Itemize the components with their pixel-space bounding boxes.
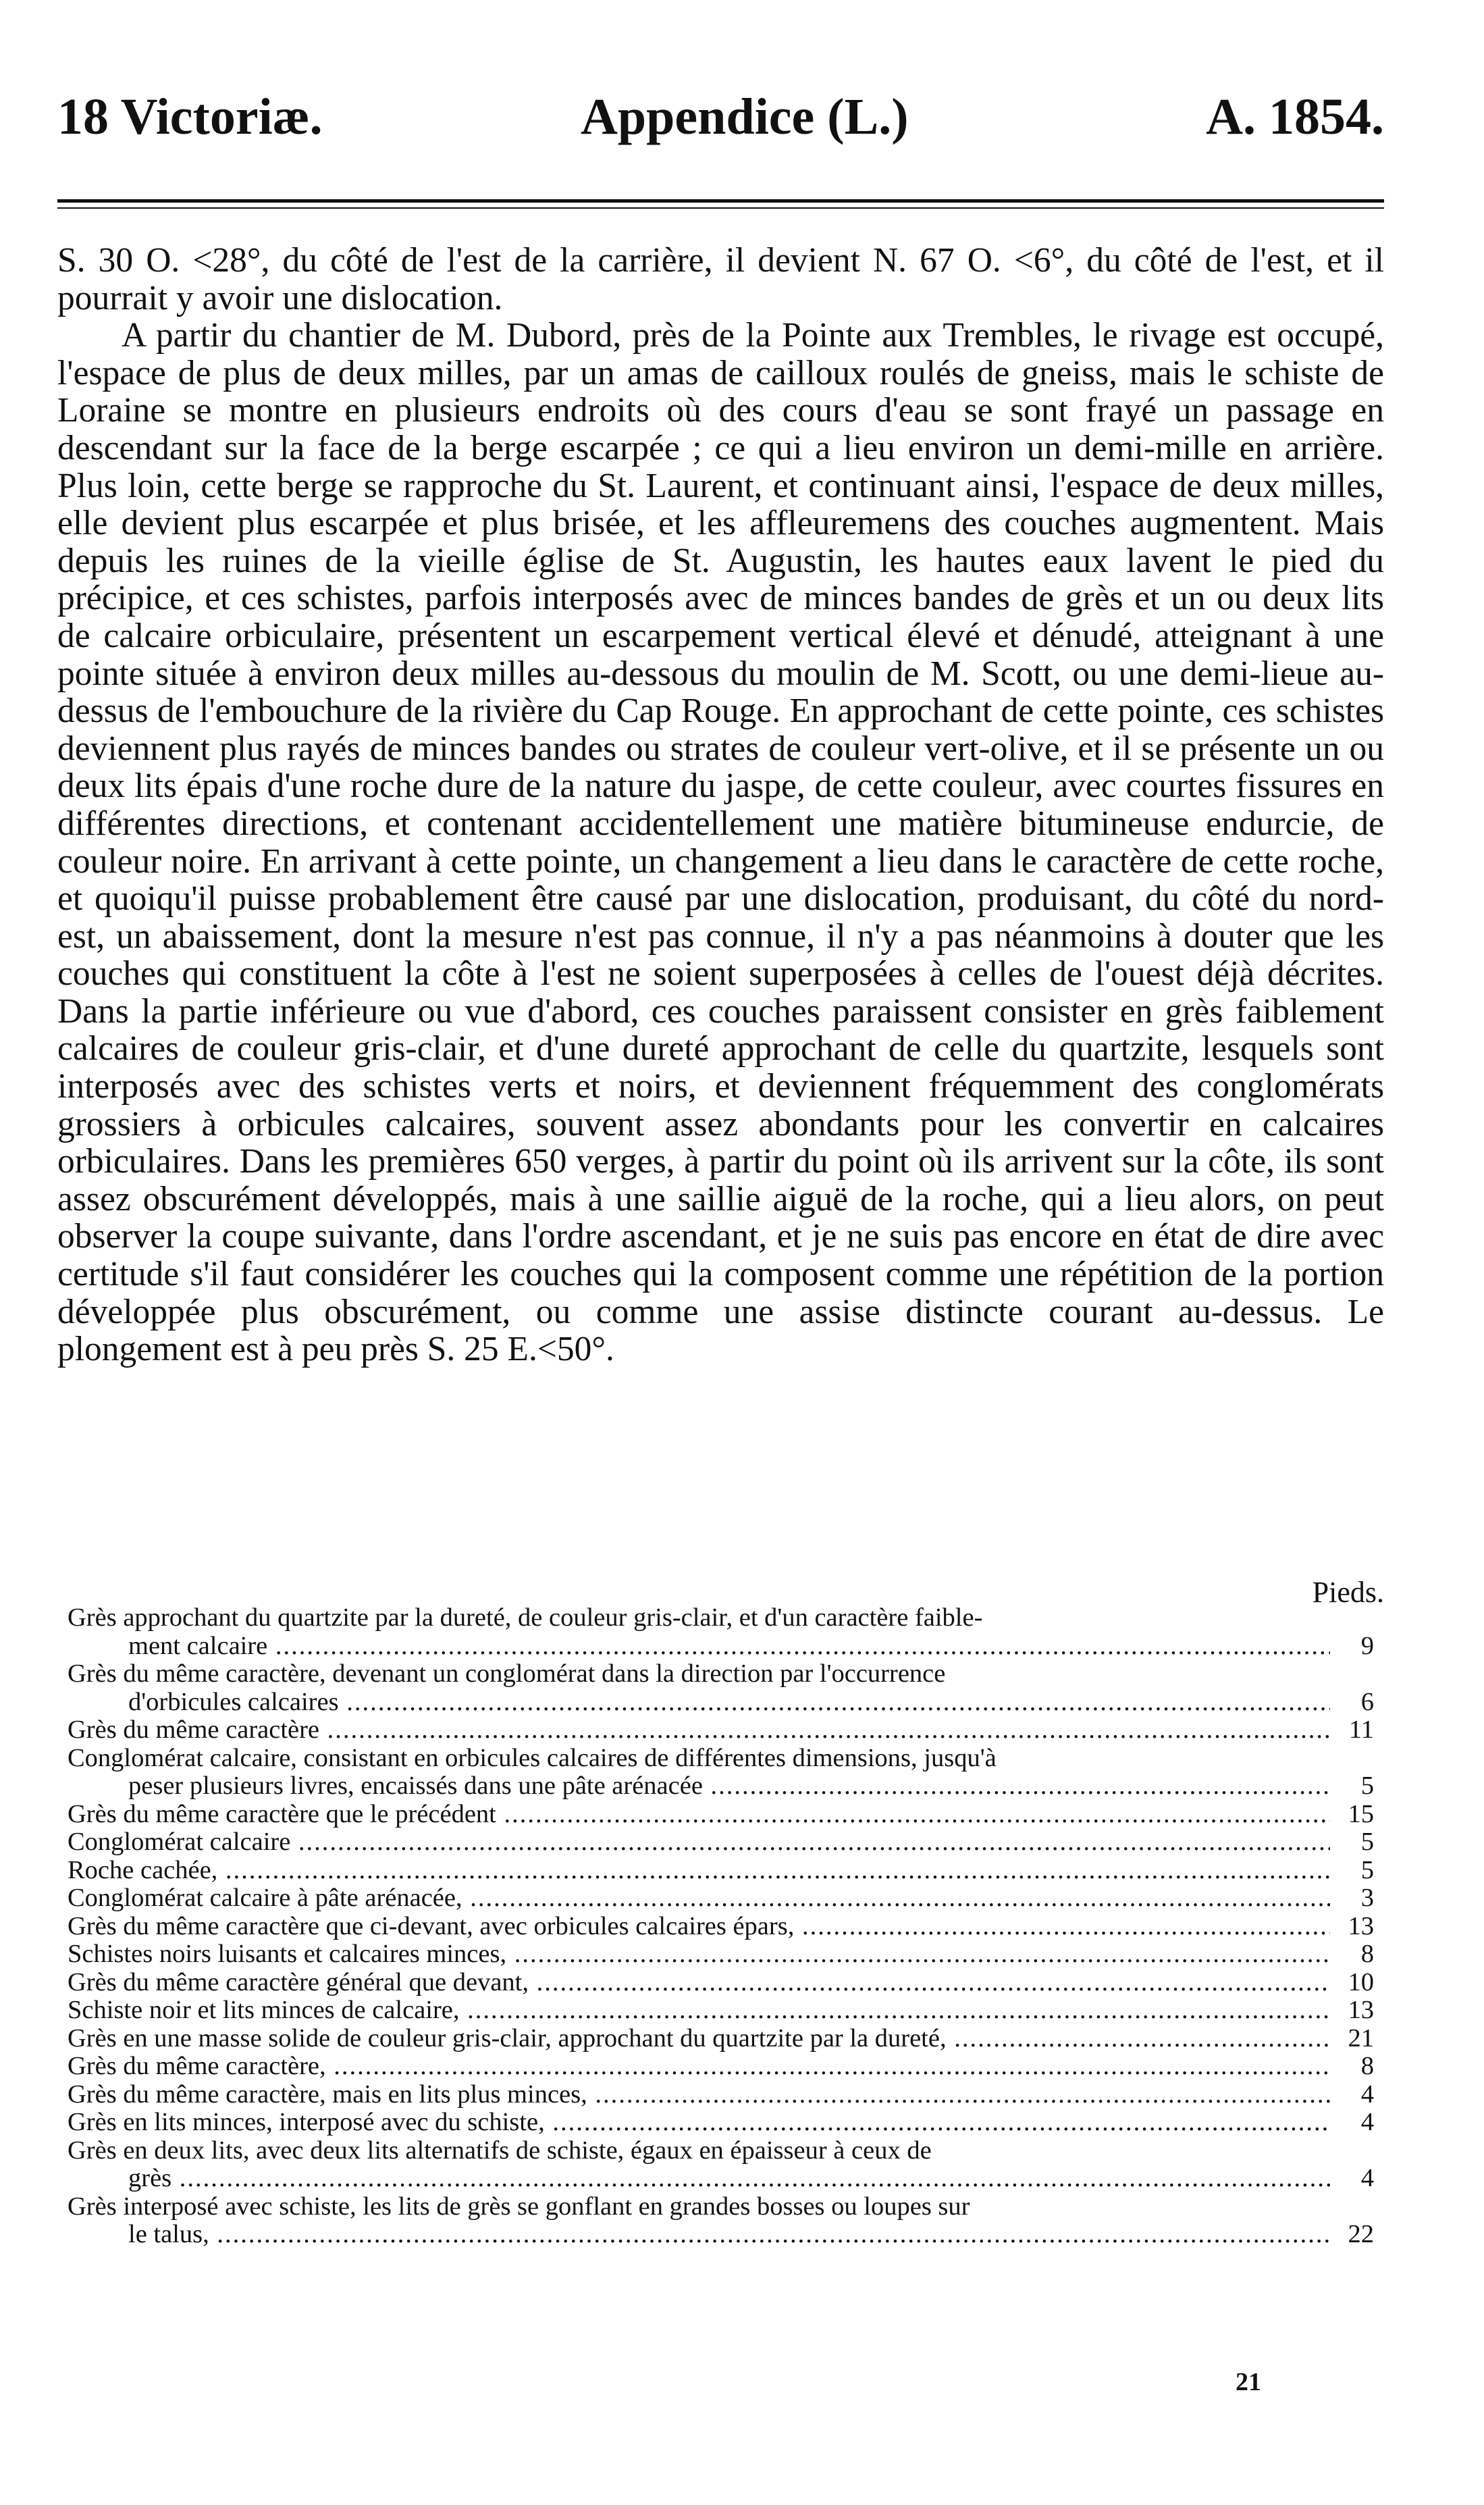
- stratum-thickness: 11: [1348, 1715, 1374, 1744]
- stratum-thickness: 10: [1348, 1967, 1374, 1996]
- stratum-description-leader: [68, 2025, 1330, 2053]
- table-row: [68, 1884, 1374, 1913]
- table-row: [68, 2025, 1374, 2053]
- stratum-description-text: Conglomérat calcaire .....: [68, 1828, 1330, 1856]
- stratum-description-text: Schistes noirs luisants et calcaires minces, .....: [68, 1940, 1330, 1968]
- stratum-description-leader: [68, 2052, 1330, 2081]
- stratum-description-leader: [68, 1913, 1330, 1941]
- stratum-description-leader: [68, 1772, 1330, 1801]
- stratum-description-text: Grès du même caractère, mais en lits plus minces, .....: [68, 2081, 1330, 2109]
- stratum-description: [68, 2052, 1330, 2081]
- stratum-description: [68, 1801, 1330, 1829]
- stratum-thickness: 9: [1360, 1631, 1374, 1660]
- stratum-description: [68, 2109, 1330, 2137]
- table-row: [68, 1828, 1374, 1857]
- table-row: [68, 1660, 1374, 1716]
- stratum-thickness: 5: [1360, 1855, 1374, 1884]
- table-row: [68, 1913, 1374, 1941]
- header-rule-thin: [57, 207, 1384, 209]
- stratum-description-text: Grès en une masse solide de couleur gris-clair, approchant du quartzite par la dureté, .....: [68, 2025, 1330, 2052]
- table-row: [68, 1969, 1374, 1997]
- stratum-description-leader: [68, 2165, 1330, 2193]
- stratum-description-line: Grès approchant du quartzite par la dureté, de couleur gris-clair, et d'un caractère faible-: [68, 1604, 983, 1632]
- stratum-thickness: 22: [1348, 2220, 1374, 2248]
- header-right: A. 1854.: [1206, 88, 1384, 145]
- stratum-description: [68, 2081, 1330, 2109]
- stratum-description-line: Grès du même caractère, devenant un conglomérat dans la direction par l'occurrence: [68, 1660, 946, 1688]
- table-row: [68, 2052, 1374, 2081]
- stratum-description-text: le talus, .....: [128, 2221, 1330, 2248]
- stratum-description: [68, 1828, 1330, 1857]
- stratum-thickness: 13: [1348, 1911, 1374, 1940]
- stratum-description: [68, 1884, 1330, 1913]
- page-header: [57, 88, 1384, 162]
- stratum-description: [68, 1940, 1330, 1969]
- stratum-description-leader: [68, 2221, 1330, 2249]
- stratum-description-line: Conglomérat calcaire, consistant en orbicules calcaires de différentes dimensions, jusqu'à: [68, 1744, 997, 1772]
- unit-header: Pieds.: [1312, 1576, 1384, 1609]
- paragraph: A partir du chantier de M. Dubord, près de la Pointe aux Trembles, le rivage est occupé, l'espace de plus de deux milles, par un amas de cailloux roulés de gneiss, mais le schiste de Loraine se montre en plusieurs endroits où des cours d'eau se sont frayé un passage en descendant sur la face de la berge escarpée ; ce qui a lieu environ un demi-mille en arrière. Plus loin, cette berge se rapproche du St. Laurent, et continuant ainsi, l'espace de deux milles, elle devient plus escarpée et plus brisée, et les affleuremens des couches augmentent. Mais depuis les ruines de la vieille église de St. Augustin, les hautes eaux lavent le pied du précipice, et ces schistes, parfois interposés avec de minces bandes de grès et un ou deux lits de calcaire orbiculaire, présentent un escarpement vertical élevé et dénudé, atteignant à une pointe située à environ deux milles au-dessous du moulin de M. Scott, ou une demi-lieue au-dessus de l'embouchure de la rivière du Cap Rouge. En approchant de cette pointe, ces schistes deviennent plus rayés de minces bandes ou strates de couleur vert-olive, et il se présente un ou deux lits épais d'une roche dure de la nature du jaspe, de cette couleur, avec courtes fissures en différentes directions, et contenant accidentellement une matière bitumineuse endurcie, de couleur noire. En arrivant à cette pointe, un changement a lieu dans le caractère de cette roche, et quoiqu'il puisse probablement être causé par une dislocation, produisant, du côté du nord-est, un abaissement, dont la mesure n'est pas connue, il n'y a pas néanmoins à douter que les couches qui constituent la côte à l'est ne soient superposées à celles de l'ouest déjà décrites. Dans la partie inférieure ou vue d'abord, ces couches paraissent consister en grès faiblement calcaires de couleur gris-clair, et d'une dureté approchant de celle du quartzite, lesquels sont interposés avec des schistes verts et noirs, et deviennent fréquemment des conglomérats grossiers à orbicules calcaires, souvent assez abondants pour les convertir en calcaires orbiculaires. Dans les premières 650 verges, à partir du point où ils arrivent sur la côte, ils sont assez obscurément développés, mais à une saillie aiguë de la roche, qui a lieu alors, on peut observer la coupe suivante, dans l'ordre ascendant, et je ne suis pas encore en état de dire avec certitude s'il faut considérer les couches qui la composent comme une répétition de la portion développée plus obscurément, ou comme une assise distincte courant au-dessus. Le plongement est à peu près S. 25 E.<50°.: [57, 316, 1384, 1369]
- paragraph: S. 30 O. <28°, du côté de l'est de la carrière, il devient N. 67 O. <6°, du côté de l'est, et il pourrait y avoir une dislocation.: [57, 241, 1384, 317]
- stratum-description-line: Grès en deux lits, avec deux lits alternatifs de schiste, égaux en épaisseur à ceux de: [68, 2136, 932, 2165]
- table-row: [68, 2193, 1374, 2249]
- stratum-description-leader: [68, 1632, 1330, 1661]
- stratum-description: [68, 2193, 1330, 2249]
- stratum-description-leader: [68, 1716, 1330, 1745]
- table-row: [68, 1801, 1374, 1829]
- stratum-description: [68, 1660, 1330, 1716]
- table-row: [68, 2109, 1374, 2137]
- stratum-thickness: 4: [1360, 2080, 1374, 2109]
- stratum-description-text: peser plusieurs livres, encaissés dans une pâte arénacée .....: [128, 1772, 1330, 1800]
- stratum-description-leader: [68, 1828, 1330, 1857]
- stratum-thickness: 13: [1348, 1996, 1374, 2024]
- stratum-thickness: 4: [1360, 2164, 1374, 2192]
- header-left: 18 Victoriæ.: [57, 88, 323, 145]
- stratum-description-leader: [68, 1940, 1330, 1969]
- table-row: [68, 1604, 1374, 1660]
- stratum-description-leader: [68, 2081, 1330, 2109]
- stratum-description-text: Roche cachée, .....: [68, 1857, 1330, 1884]
- stratum-thickness: 21: [1348, 2023, 1374, 2052]
- stratum-description-leader: [68, 1969, 1330, 1997]
- table-row: [68, 1857, 1374, 1885]
- stratum-description-leader: [68, 1688, 1330, 1717]
- stratum-description-leader: [68, 1801, 1330, 1829]
- table-row: [68, 2137, 1374, 2193]
- stratum-description-text: Grès du même caractère que le précédent .....: [68, 1801, 1330, 1828]
- stratum-description-line: Grès interposé avec schiste, les lits de grès se gonflant en grandes bosses ou loupes sur: [68, 2192, 970, 2221]
- stratum-description-text: d'orbicules calcaires .....: [128, 1688, 1330, 1716]
- stratum-description: [68, 1604, 1330, 1660]
- stratum-description-leader: [68, 2109, 1330, 2137]
- stratum-description-text: Conglomérat calcaire à pâte arénacée, .....: [68, 1884, 1330, 1912]
- stratum-description: [68, 1857, 1330, 1885]
- stratum-thickness: 6: [1360, 1687, 1374, 1716]
- stratum-description-text: Grès du même caractère .....: [68, 1716, 1330, 1744]
- table-row: [68, 1716, 1374, 1745]
- stratum-description: [68, 1969, 1330, 1997]
- stratum-thickness: 5: [1360, 1828, 1374, 1856]
- table-row: [68, 2081, 1374, 2109]
- stratum-description: [68, 1996, 1330, 2025]
- header-rule-thick: [57, 199, 1384, 203]
- table-row: [68, 1745, 1374, 1801]
- page-number: 21: [1236, 2368, 1261, 2396]
- stratum-description: [68, 2025, 1330, 2053]
- stratum-thickness: 4: [1360, 2108, 1374, 2136]
- stratum-description: [68, 2137, 1330, 2193]
- table-row: [68, 1940, 1374, 1969]
- stratum-description-leader: [68, 1996, 1330, 2025]
- stratum-description-text: ment calcaire .....: [128, 1632, 1330, 1660]
- stratum-description-text: grès .....: [128, 2165, 1330, 2192]
- stratum-thickness: 5: [1360, 1772, 1374, 1800]
- header-center: Appendice (L.): [581, 88, 909, 145]
- stratum-description-text: Grès du même caractère que ci-devant, avec orbicules calcaires épars, .....: [68, 1913, 1330, 1940]
- stratum-description-text: Grès du même caractère, .....: [68, 2052, 1330, 2080]
- table-row: [68, 1996, 1374, 2025]
- stratum-thickness: 8: [1360, 2052, 1374, 2080]
- stratum-description-text: Schiste noir et lits minces de calcaire, .....: [68, 1996, 1330, 2024]
- stratum-thickness: 8: [1360, 1940, 1374, 1968]
- stratum-description: [68, 1913, 1330, 1941]
- stratum-description-leader: [68, 1884, 1330, 1913]
- stratum-description: [68, 1716, 1330, 1745]
- stratum-thickness: 3: [1360, 1884, 1374, 1912]
- stratum-description-text: Grès du même caractère général que devant, .....: [68, 1969, 1330, 1996]
- stratum-description: [68, 1745, 1330, 1801]
- strata-table: [68, 1604, 1374, 2249]
- stratum-description-text: Grès en lits minces, interposé avec du schiste, .....: [68, 2109, 1330, 2136]
- stratum-thickness: 15: [1348, 1799, 1374, 1828]
- stratum-description-leader: [68, 1857, 1330, 1885]
- body-text: [57, 242, 1384, 1368]
